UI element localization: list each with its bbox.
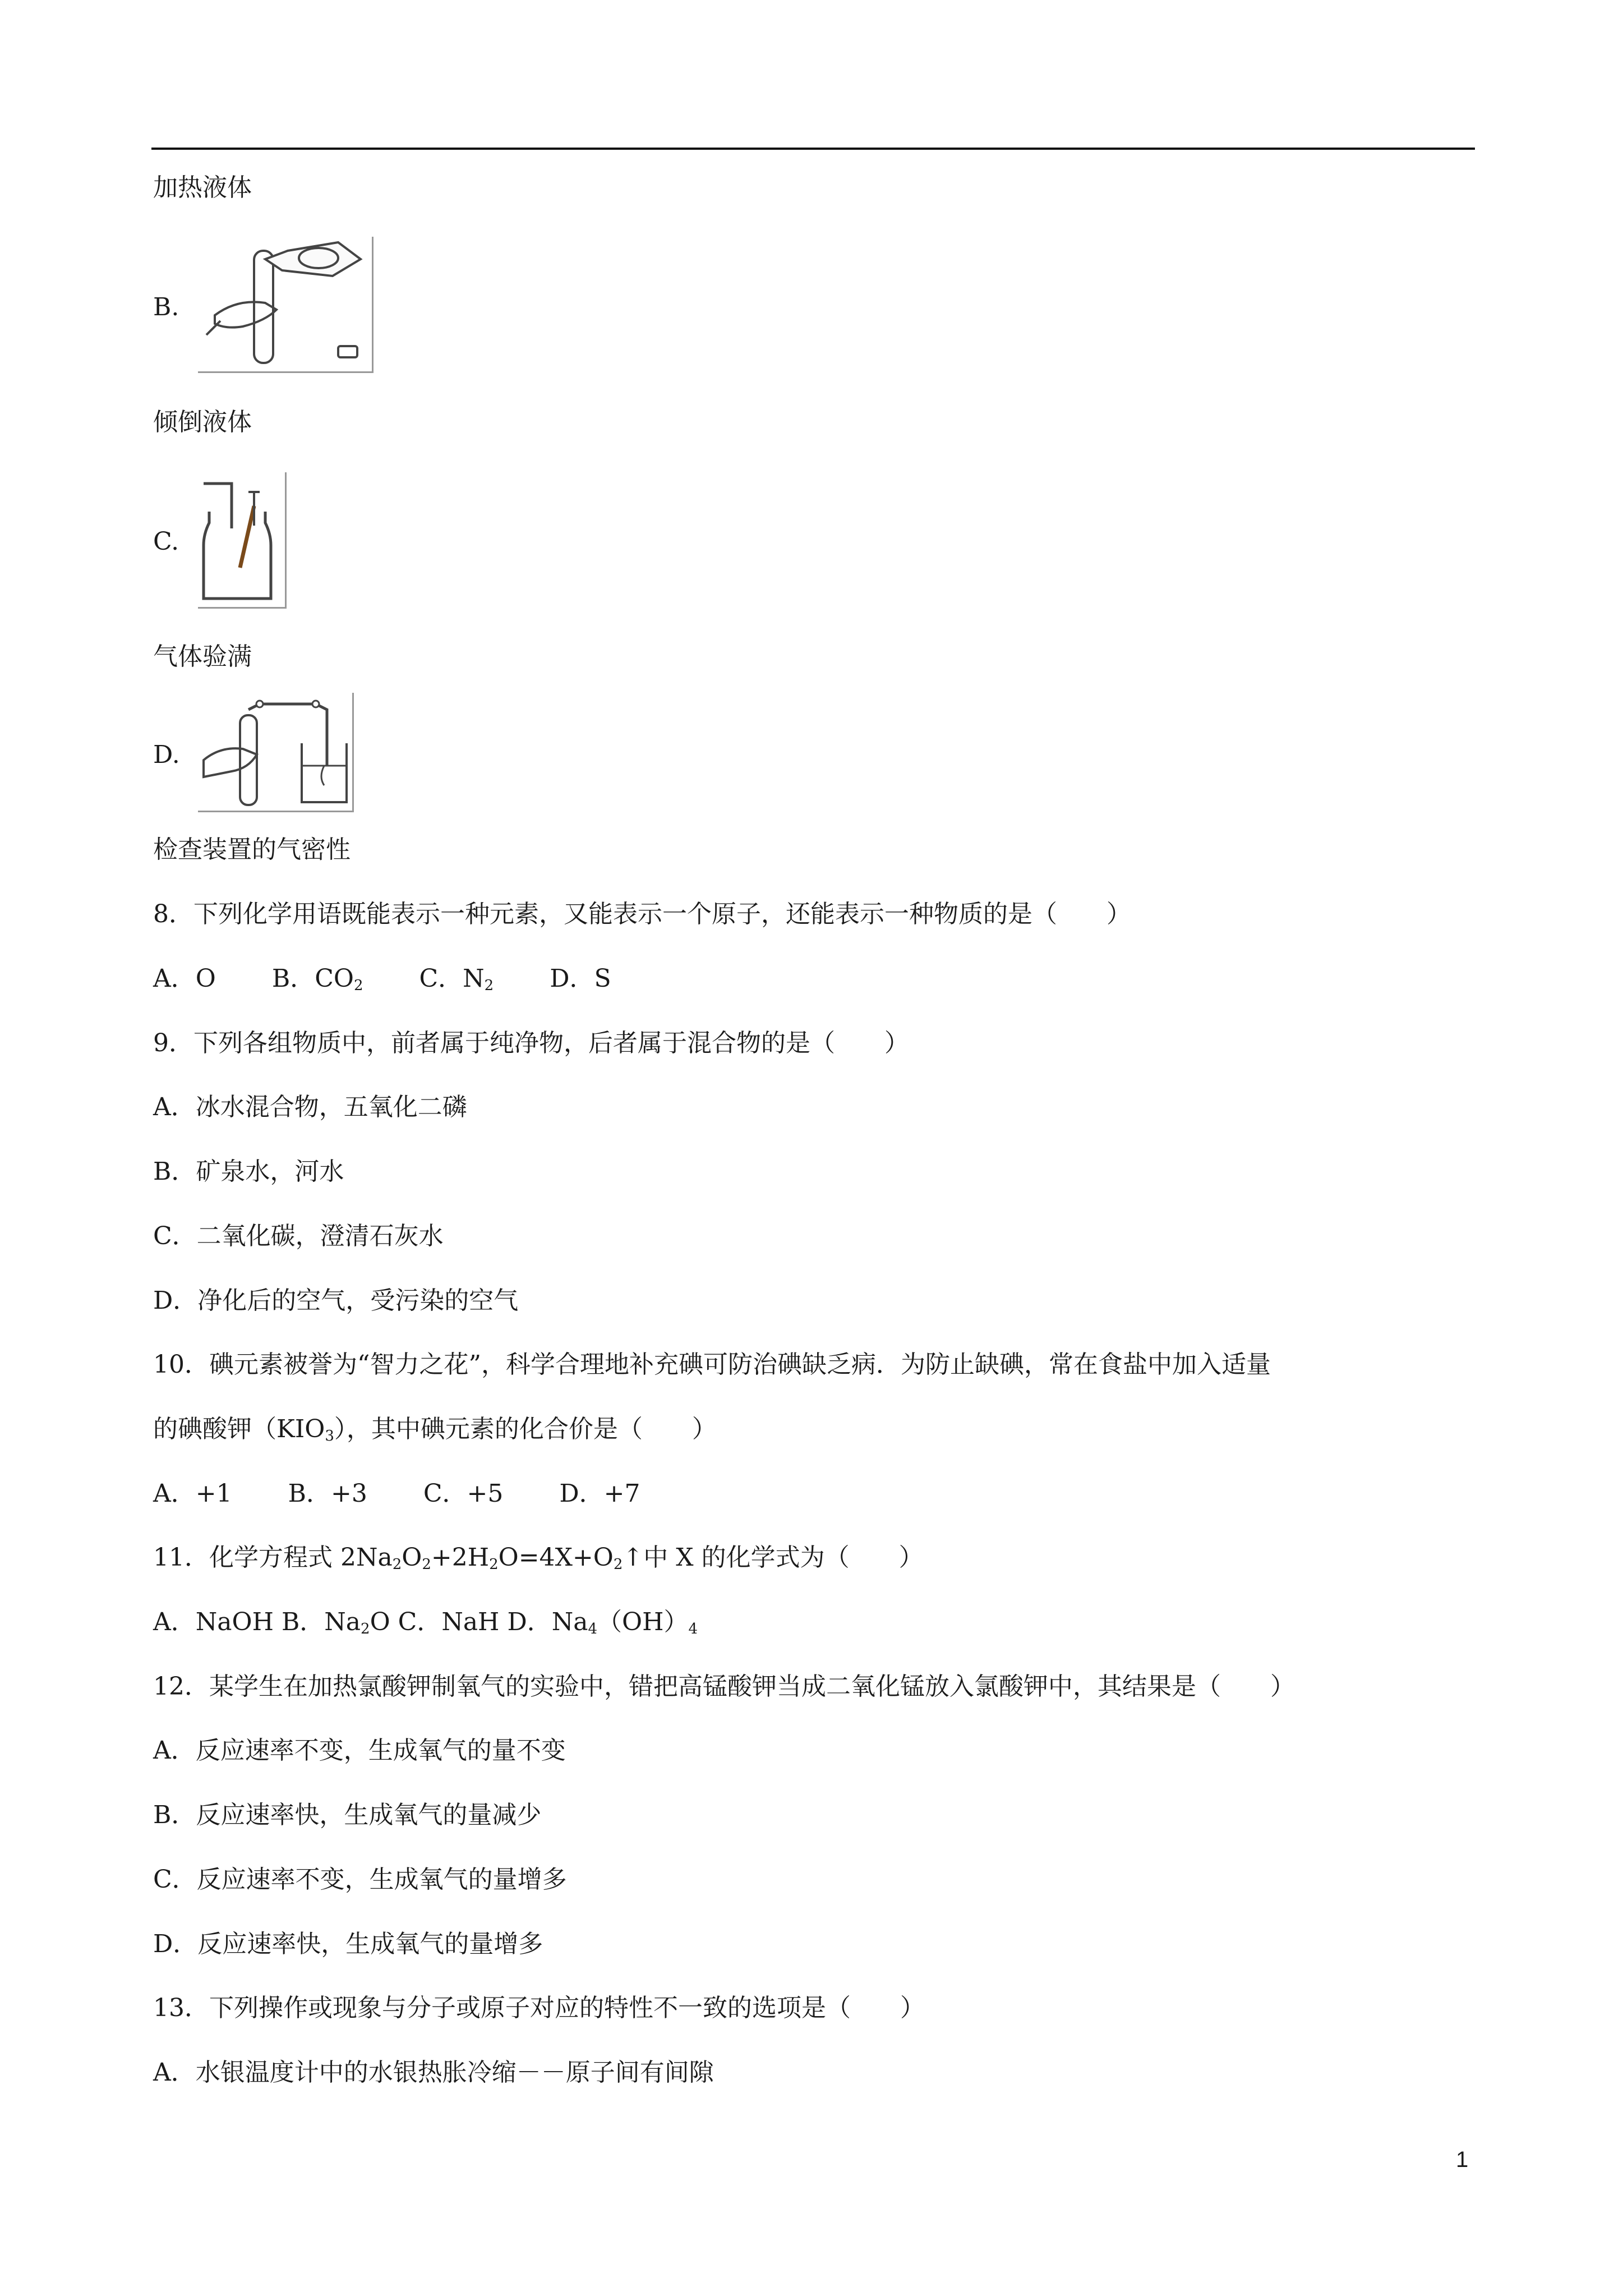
option-d-caption: 检查装置的气密性 <box>153 835 351 864</box>
q10-option-b: B．+3 <box>288 1479 367 1508</box>
option-b-label: B. <box>153 293 179 321</box>
question-10-stem-line2: 的碘酸钾$(KIO_3)$，其中碘元素的化合价是（ ） <box>153 1415 717 1444</box>
header-rule <box>151 148 1475 150</box>
q10-option-c: C．+5 <box>423 1479 504 1508</box>
q11-option-c: C．NaH <box>398 1608 500 1636</box>
q12-option-d: D．反应速率快，生成氧气的量增多 <box>153 1930 543 1958</box>
q8-option-a: A．O <box>153 964 216 993</box>
question-8-stem: 8．下列化学用语既能表示一种元素，又能表示一个原子，还能表示一种物质的是（ ） <box>153 900 1131 928</box>
page-number: 1 <box>1456 2147 1469 2172</box>
option-a-caption: 加热液体 <box>153 173 252 202</box>
question-11-options <box>153 1607 698 1638</box>
question-12-stem: 12．某学生在加热氯酸钾制氧气的实验中，错把高锰酸钾当成二氧化锰放入氯酸钾中，其结果是（ ） <box>153 1672 1295 1701</box>
question-11-stem: 11．化学方程式 $2Na_2O_2+2H_2O=4X+O_2↑$中 X 的化学式为（ ） <box>153 1543 924 1573</box>
pouring-liquid-test-tube-figure <box>198 237 374 373</box>
airtightness-check-figure <box>198 693 354 812</box>
q8-option-b: B．$CO_2$ <box>271 964 363 994</box>
q9-option-b: B．矿泉水，河水 <box>153 1157 344 1186</box>
gas-collection-bottle-figure <box>198 472 287 609</box>
q9-option-d: D．净化后的空气，受污染的空气 <box>153 1286 519 1315</box>
q12-option-a: A．反应速率不变，生成氧气的量不变 <box>153 1736 566 1765</box>
q11-option-a: A．NaOH <box>153 1608 274 1636</box>
option-c-label: C. <box>153 527 179 556</box>
q13-option-a: A．水银温度计中的水银热胀冷缩－－原子间有间隙 <box>153 2058 714 2087</box>
question-10-options <box>153 1478 697 1510</box>
q9-option-c: C．二氧化碳，澄清石灰水 <box>153 1222 444 1250</box>
q10-option-a: A．+1 <box>153 1479 232 1508</box>
question-13-stem: 13．下列操作或现象与分子或原子对应的特性不一致的选项是（ ） <box>153 1994 925 2022</box>
option-d-label: D. <box>153 740 180 769</box>
q12-option-c: C．反应速率不变，生成氧气的量增多 <box>153 1865 567 1894</box>
q8-option-d: D．S <box>550 964 611 993</box>
q11-option-b: B．$Na_2O$ <box>281 1608 390 1637</box>
option-c-caption: 气体验满 <box>153 642 252 671</box>
question-8-options <box>153 963 667 995</box>
q10-option-d: D．+7 <box>559 1479 640 1508</box>
q12-option-b: B．反应速率快，生成氧气的量减少 <box>153 1801 542 1829</box>
q9-option-a: A．冰水混合物，五氧化二磷 <box>153 1093 467 1121</box>
q8-option-c: C．$N_2$ <box>419 964 494 994</box>
question-10-stem-line1: 10．碘元素被誉为“智力之花”，科学合理地补充碘可防治碘缺乏病．为防止缺碘，常在食盐中加入适量 <box>153 1350 1271 1379</box>
q11-option-d: D．$Na_4(OH)_4$ <box>507 1608 698 1637</box>
question-9-stem: 9．下列各组物质中，前者属于纯净物，后者属于混合物的是（ ） <box>153 1029 909 1057</box>
option-b-caption: 倾倒液体 <box>153 408 252 436</box>
